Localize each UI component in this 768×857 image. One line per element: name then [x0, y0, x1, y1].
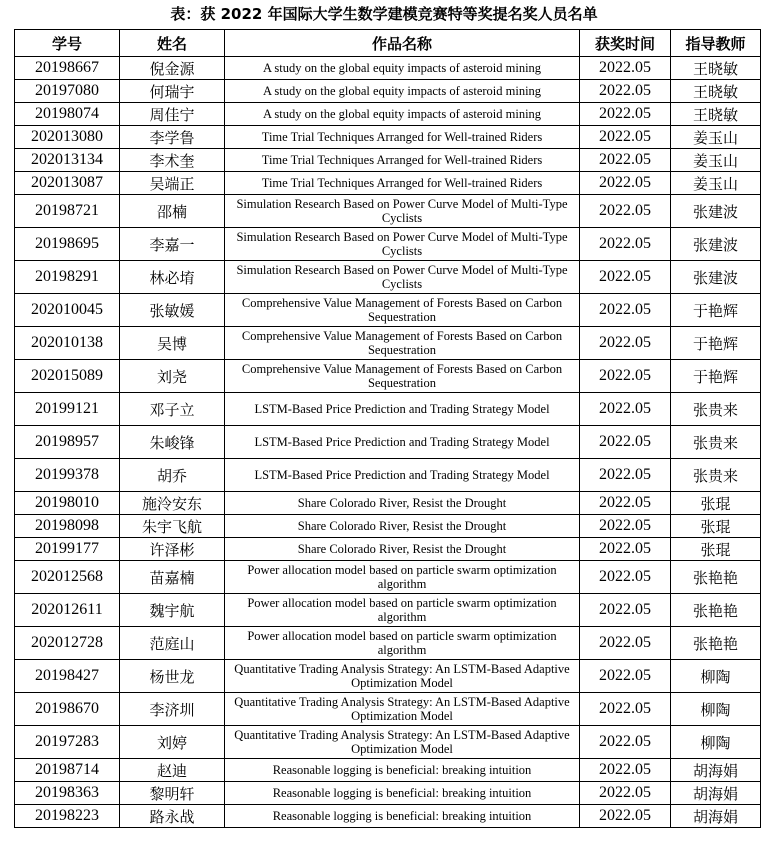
student-name-cell: 赵迪	[120, 759, 225, 782]
award-date-cell: 2022.05	[580, 805, 671, 828]
header-name: 姓名	[120, 30, 225, 57]
advisor-cell: 张琨	[671, 515, 761, 538]
advisor-cell: 柳陶	[671, 693, 761, 726]
award-date-cell: 2022.05	[580, 195, 671, 228]
work-title-cell: Power allocation model based on particle swarm optimization algorithm	[225, 627, 580, 660]
advisor-cell: 张艳艳	[671, 594, 761, 627]
student-id-cell: 20199177	[15, 538, 120, 561]
work-title-cell: A study on the global equity impacts of asteroid mining	[225, 57, 580, 80]
work-title-cell: LSTM-Based Price Prediction and Trading Strategy Model	[225, 426, 580, 459]
advisor-cell: 张贵来	[671, 393, 761, 426]
advisor-cell: 张建波	[671, 261, 761, 294]
student-name-cell: 杨世龙	[120, 660, 225, 693]
student-name-cell: 周佳宁	[120, 103, 225, 126]
student-name-cell: 朱宇飞航	[120, 515, 225, 538]
work-title-cell: Time Trial Techniques Arranged for Well-trained Riders	[225, 172, 580, 195]
student-id-cell: 20198714	[15, 759, 120, 782]
award-date-cell: 2022.05	[580, 426, 671, 459]
table-row	[15, 103, 761, 126]
student-name-cell: 范庭山	[120, 627, 225, 660]
work-title-cell: Simulation Research Based on Power Curve Model of Multi-Type Cyclists	[225, 228, 580, 261]
work-title-cell: Share Colorado River, Resist the Drought	[225, 538, 580, 561]
award-date-cell: 2022.05	[580, 492, 671, 515]
work-title-cell: LSTM-Based Price Prediction and Trading Strategy Model	[225, 393, 580, 426]
table-row	[15, 693, 761, 726]
advisor-cell: 姜玉山	[671, 126, 761, 149]
student-name-cell: 邓子立	[120, 393, 225, 426]
advisor-cell: 王晓敏	[671, 57, 761, 80]
header-work-title: 作品名称	[225, 30, 580, 57]
table-row	[15, 515, 761, 538]
student-name-cell: 李学鲁	[120, 126, 225, 149]
student-name-cell: 刘尧	[120, 360, 225, 393]
work-title-cell: Quantitative Trading Analysis Strategy: An LSTM-Based Adaptive Optimization Model	[225, 693, 580, 726]
table-row	[15, 805, 761, 828]
advisor-cell: 张贵来	[671, 426, 761, 459]
student-id-cell: 20198363	[15, 782, 120, 805]
award-date-cell: 2022.05	[580, 57, 671, 80]
table-title: 表：获 2022 年国际大学生数学建模竞赛特等奖提名奖人员名单	[170, 5, 598, 23]
student-name-cell: 路永战	[120, 805, 225, 828]
table-body	[15, 57, 761, 828]
student-id-cell: 20197080	[15, 80, 120, 103]
advisor-cell: 胡海娟	[671, 805, 761, 828]
work-title-cell: Time Trial Techniques Arranged for Well-trained Riders	[225, 126, 580, 149]
table-row	[15, 57, 761, 80]
student-id-cell: 20198098	[15, 515, 120, 538]
work-title-cell: A study on the global equity impacts of asteroid mining	[225, 80, 580, 103]
header-student-id: 学号	[15, 30, 120, 57]
student-name-cell: 林必堉	[120, 261, 225, 294]
award-date-cell: 2022.05	[580, 80, 671, 103]
award-date-cell: 2022.05	[580, 515, 671, 538]
student-id-cell: 20198721	[15, 195, 120, 228]
award-date-cell: 2022.05	[580, 693, 671, 726]
student-name-cell: 刘婷	[120, 726, 225, 759]
work-title-cell: Reasonable logging is beneficial: breaking intuition	[225, 805, 580, 828]
student-id-cell: 202013134	[15, 149, 120, 172]
work-title-cell: Reasonable logging is beneficial: breaking intuition	[225, 782, 580, 805]
award-date-cell: 2022.05	[580, 782, 671, 805]
student-name-cell: 李术奎	[120, 149, 225, 172]
table-row	[15, 172, 761, 195]
student-id-cell: 202012728	[15, 627, 120, 660]
advisor-cell: 姜玉山	[671, 149, 761, 172]
award-date-cell: 2022.05	[580, 228, 671, 261]
student-name-cell: 胡乔	[120, 459, 225, 492]
student-id-cell: 20198670	[15, 693, 120, 726]
header-advisor: 指导教师	[671, 30, 761, 57]
student-id-cell: 202015089	[15, 360, 120, 393]
award-date-cell: 2022.05	[580, 294, 671, 327]
award-date-cell: 2022.05	[580, 538, 671, 561]
student-name-cell: 张敏媛	[120, 294, 225, 327]
award-date-cell: 2022.05	[580, 594, 671, 627]
student-name-cell: 李嘉一	[120, 228, 225, 261]
award-date-cell: 2022.05	[580, 627, 671, 660]
table-row	[15, 594, 761, 627]
header-award-date: 获奖时间	[580, 30, 671, 57]
advisor-cell: 张建波	[671, 228, 761, 261]
advisor-cell: 张艳艳	[671, 627, 761, 660]
advisor-cell: 姜玉山	[671, 172, 761, 195]
award-date-cell: 2022.05	[580, 759, 671, 782]
student-name-cell: 李济圳	[120, 693, 225, 726]
student-id-cell: 20198427	[15, 660, 120, 693]
table-row	[15, 294, 761, 327]
student-name-cell: 吴端正	[120, 172, 225, 195]
student-id-cell: 20198010	[15, 492, 120, 515]
student-name-cell: 黎明轩	[120, 782, 225, 805]
advisor-cell: 张艳艳	[671, 561, 761, 594]
table-row	[15, 126, 761, 149]
advisor-cell: 张建波	[671, 195, 761, 228]
student-id-cell: 20197283	[15, 726, 120, 759]
work-title-cell: Share Colorado River, Resist the Drought	[225, 492, 580, 515]
table-row	[15, 759, 761, 782]
advisor-cell: 张琨	[671, 492, 761, 515]
table-row	[15, 327, 761, 360]
work-title-cell: Power allocation model based on particle swarm optimization algorithm	[225, 561, 580, 594]
student-name-cell: 朱峻锋	[120, 426, 225, 459]
student-id-cell: 202012568	[15, 561, 120, 594]
student-id-cell: 20198667	[15, 57, 120, 80]
work-title-cell: Reasonable logging is beneficial: breaking intuition	[225, 759, 580, 782]
advisor-cell: 胡海娟	[671, 782, 761, 805]
award-table	[14, 29, 761, 828]
advisor-cell: 于艳辉	[671, 294, 761, 327]
table-row	[15, 660, 761, 693]
table-row	[15, 261, 761, 294]
advisor-cell: 胡海娟	[671, 759, 761, 782]
work-title-cell: Comprehensive Value Management of Forests Based on Carbon Sequestration	[225, 360, 580, 393]
award-date-cell: 2022.05	[580, 103, 671, 126]
student-id-cell: 20198291	[15, 261, 120, 294]
table-row	[15, 80, 761, 103]
table-row	[15, 782, 761, 805]
award-date-cell: 2022.05	[580, 327, 671, 360]
work-title-cell: Comprehensive Value Management of Forests Based on Carbon Sequestration	[225, 294, 580, 327]
table-row	[15, 360, 761, 393]
student-id-cell: 202010045	[15, 294, 120, 327]
table-row	[15, 538, 761, 561]
award-date-cell: 2022.05	[580, 459, 671, 492]
award-date-cell: 2022.05	[580, 660, 671, 693]
table-row	[15, 561, 761, 594]
student-name-cell: 施泠安东	[120, 492, 225, 515]
table-row	[15, 228, 761, 261]
award-date-cell: 2022.05	[580, 126, 671, 149]
table-row	[15, 195, 761, 228]
table-row	[15, 426, 761, 459]
work-title-cell: Time Trial Techniques Arranged for Well-trained Riders	[225, 149, 580, 172]
award-date-cell: 2022.05	[580, 172, 671, 195]
student-id-cell: 20198695	[15, 228, 120, 261]
table-row	[15, 492, 761, 515]
student-id-cell: 202013080	[15, 126, 120, 149]
work-title-cell: Quantitative Trading Analysis Strategy: An LSTM-Based Adaptive Optimization Model	[225, 726, 580, 759]
advisor-cell: 柳陶	[671, 726, 761, 759]
work-title-cell: Share Colorado River, Resist the Drought	[225, 515, 580, 538]
student-id-cell: 20199121	[15, 393, 120, 426]
advisor-cell: 王晓敏	[671, 103, 761, 126]
work-title-cell: Simulation Research Based on Power Curve Model of Multi-Type Cyclists	[225, 195, 580, 228]
student-name-cell: 苗嘉楠	[120, 561, 225, 594]
work-title-cell: Power allocation model based on particle swarm optimization algorithm	[225, 594, 580, 627]
work-title-cell: A study on the global equity impacts of asteroid mining	[225, 103, 580, 126]
advisor-cell: 于艳辉	[671, 360, 761, 393]
award-date-cell: 2022.05	[580, 726, 671, 759]
table-row	[15, 459, 761, 492]
advisor-cell: 张贵来	[671, 459, 761, 492]
award-date-cell: 2022.05	[580, 393, 671, 426]
advisor-cell: 于艳辉	[671, 327, 761, 360]
work-title-cell: LSTM-Based Price Prediction and Trading Strategy Model	[225, 459, 580, 492]
student-id-cell: 202010138	[15, 327, 120, 360]
student-id-cell: 202013087	[15, 172, 120, 195]
header-row	[15, 30, 761, 57]
work-title-cell: Quantitative Trading Analysis Strategy: An LSTM-Based Adaptive Optimization Model	[225, 660, 580, 693]
student-name-cell: 何瑞宇	[120, 80, 225, 103]
table-row	[15, 393, 761, 426]
award-date-cell: 2022.05	[580, 149, 671, 172]
table-row	[15, 726, 761, 759]
award-date-cell: 2022.05	[580, 561, 671, 594]
student-name-cell: 邵楠	[120, 195, 225, 228]
award-date-cell: 2022.05	[580, 360, 671, 393]
student-id-cell: 202012611	[15, 594, 120, 627]
student-id-cell: 20198223	[15, 805, 120, 828]
table-row	[15, 149, 761, 172]
work-title-cell: Simulation Research Based on Power Curve Model of Multi-Type Cyclists	[225, 261, 580, 294]
student-id-cell: 20198074	[15, 103, 120, 126]
student-id-cell: 20198957	[15, 426, 120, 459]
student-name-cell: 魏宇航	[120, 594, 225, 627]
student-name-cell: 吴博	[120, 327, 225, 360]
advisor-cell: 王晓敏	[671, 80, 761, 103]
table-row	[15, 627, 761, 660]
student-id-cell: 20199378	[15, 459, 120, 492]
advisor-cell: 张琨	[671, 538, 761, 561]
work-title-cell: Comprehensive Value Management of Forests Based on Carbon Sequestration	[225, 327, 580, 360]
award-date-cell: 2022.05	[580, 261, 671, 294]
student-name-cell: 许泽彬	[120, 538, 225, 561]
advisor-cell: 柳陶	[671, 660, 761, 693]
student-name-cell: 倪金源	[120, 57, 225, 80]
